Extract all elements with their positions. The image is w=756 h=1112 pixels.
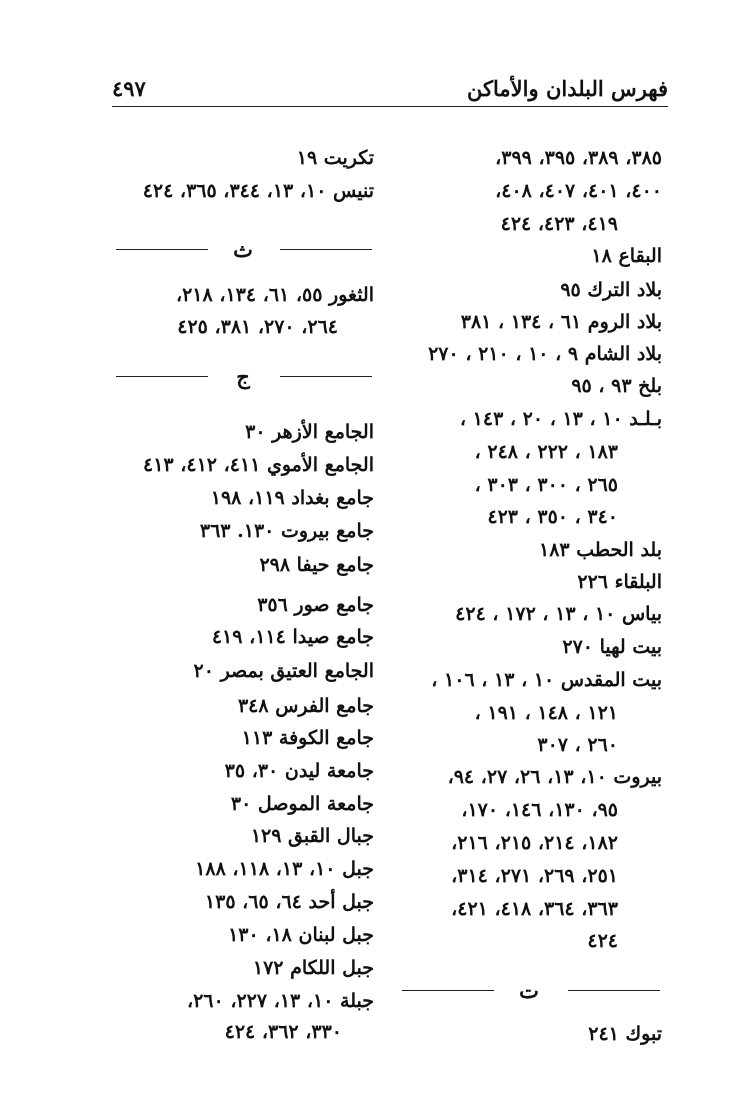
index-entry: البقاع ١٨	[591, 245, 662, 267]
index-entry: بـلـد ١٠ ، ١٣ ، ٢٠ ، ١٤٣ ،	[459, 408, 662, 430]
divider	[568, 990, 660, 991]
index-entry: الجامع العتيق بمصر ٢٠	[193, 660, 374, 682]
index-entry: بيت المقدس ١٠ ، ١٣ ، ١٠٦ ،	[431, 669, 662, 691]
index-entry: جامع بغداد ١١٩، ١٩٨	[210, 487, 374, 509]
section-letter: ث	[233, 237, 253, 262]
index-entry: ٢٦٥ ، ٣٠٠ ، ٣٠٣ ،	[474, 474, 618, 496]
index-entry: ٣٨٥، ٣٨٩، ٣٩٥، ٣٩٩،	[495, 147, 662, 169]
index-entry: جامع حيفا ٢٩٨	[259, 554, 374, 576]
index-entry: جامعة ليدن ٣٠، ٣٥	[224, 760, 374, 782]
index-entry: ٢٥١، ٢٦٩، ٢٧١، ٣١٤،	[451, 865, 618, 887]
index-entry: ٣٣٠، ٣٦٢، ٤٢٤	[224, 1021, 342, 1043]
index-entry: ٤٠٠، ٤٠١، ٤٠٧، ٤٠٨،	[495, 180, 662, 202]
index-entry: ٢٦٠ ، ٣٠٧	[537, 734, 618, 756]
index-entry: بلاد الروم ٦١ ، ١٣٤ ، ٣٨١	[460, 311, 662, 333]
section-heading	[400, 974, 662, 1007]
index-entry: ٣٤٠ ، ٣٥٠ ، ٤٢٣	[487, 506, 618, 528]
index-entry: جبل ١٠، ١٣، ١١٨، ١٨٨	[195, 858, 374, 880]
index-entry: جامع الفرس ٣٤٨	[237, 695, 374, 717]
index-entry: بلد الحطب ١٨٣	[539, 539, 662, 561]
index-entry: بيت لهيا ٢٧٠	[562, 636, 662, 658]
divider	[280, 376, 372, 377]
index-entry: ٢٦٤، ٢٧٠، ٣٨١، ٤٢٥	[177, 316, 338, 338]
index-entry: ٣٦٣، ٣٦٤، ٤١٨، ٤٢١،	[451, 898, 618, 920]
index-entry: البلقاء ٢٢٦	[577, 571, 662, 593]
index-entry: جامع بيروت ١٣٠. ٣٦٣	[199, 520, 374, 542]
index-entry: تكريت ١٩	[296, 147, 374, 169]
section-heading	[112, 360, 374, 393]
section-letter: ج	[236, 364, 250, 389]
index-entry: جبال القبق ١٢٩	[250, 825, 374, 847]
index-entry: ١٨٢، ٢١٤، ٢١٥، ٢١٦،	[451, 832, 618, 854]
index-entry: الجامع الأموي ٤١١، ٤١٢، ٤١٣	[143, 454, 374, 476]
index-entry: بلاد الشام ٩ ، ١٠ ، ٢١٠ ، ٢٧٠	[428, 343, 662, 365]
index-entry: ٩٥، ١٣٠، ١٤٦، ١٧٠،	[461, 799, 618, 821]
index-entry: ١٢١ ، ١٤٨ ، ١٩١ ،	[474, 702, 618, 724]
divider	[280, 249, 372, 250]
index-entry: جامع صور ٣٥٦	[257, 594, 374, 616]
index-entry: ٤٢٤	[587, 930, 618, 952]
page-title: فهرس البلدان والأماكن	[467, 76, 668, 101]
index-entry: تنيس ١٠، ١٣، ٣٤٤، ٣٦٥، ٤٢٤	[142, 180, 374, 202]
section-letter: ت	[519, 978, 539, 1003]
index-entry: جامع صيدا ١١٤، ٤١٩	[211, 626, 374, 648]
index-entry: بلخ ٩٣ ، ٩٥	[571, 375, 662, 397]
index-entry: جامع الكوفة ١١٣	[241, 727, 374, 749]
index-entry: جبلة ١٠، ١٣، ٢٢٧، ٢٦٠،	[186, 990, 374, 1012]
index-entry: ٤١٩، ٤٢٣، ٤٢٤	[500, 213, 618, 235]
index-entry: الثغور ٥٥، ٦١، ١٣٤، ٢١٨،	[175, 284, 374, 306]
index-entry: بلاد الترك ٩٥	[560, 279, 662, 301]
section-heading	[112, 233, 374, 266]
page-header	[112, 76, 668, 107]
index-entry: بياس ١٠ ، ١٣ ، ١٧٢ ، ٤٢٤	[455, 603, 662, 625]
index-entry: تبوك ٢٤١	[588, 1023, 662, 1045]
index-entry: جبل أحد ٦٤، ٦٥، ١٣٥	[204, 891, 374, 913]
index-entry: بيروت ١٠، ١٣، ٢٦، ٢٧، ٩٤،	[447, 766, 662, 788]
index-entry: ١٨٣ ، ٢٢٢ ، ٢٤٨ ،	[474, 441, 618, 463]
index-entry: جبل اللكام ١٧٢	[252, 957, 374, 979]
index-entry: الجامع الأزهر ٣٠	[245, 421, 374, 443]
page-number: ٤٩٧	[112, 76, 146, 101]
index-entry: جبل لبنان ١٨، ١٣٠	[228, 924, 374, 946]
index-entry: جامعة الموصل ٣٠	[230, 793, 374, 815]
